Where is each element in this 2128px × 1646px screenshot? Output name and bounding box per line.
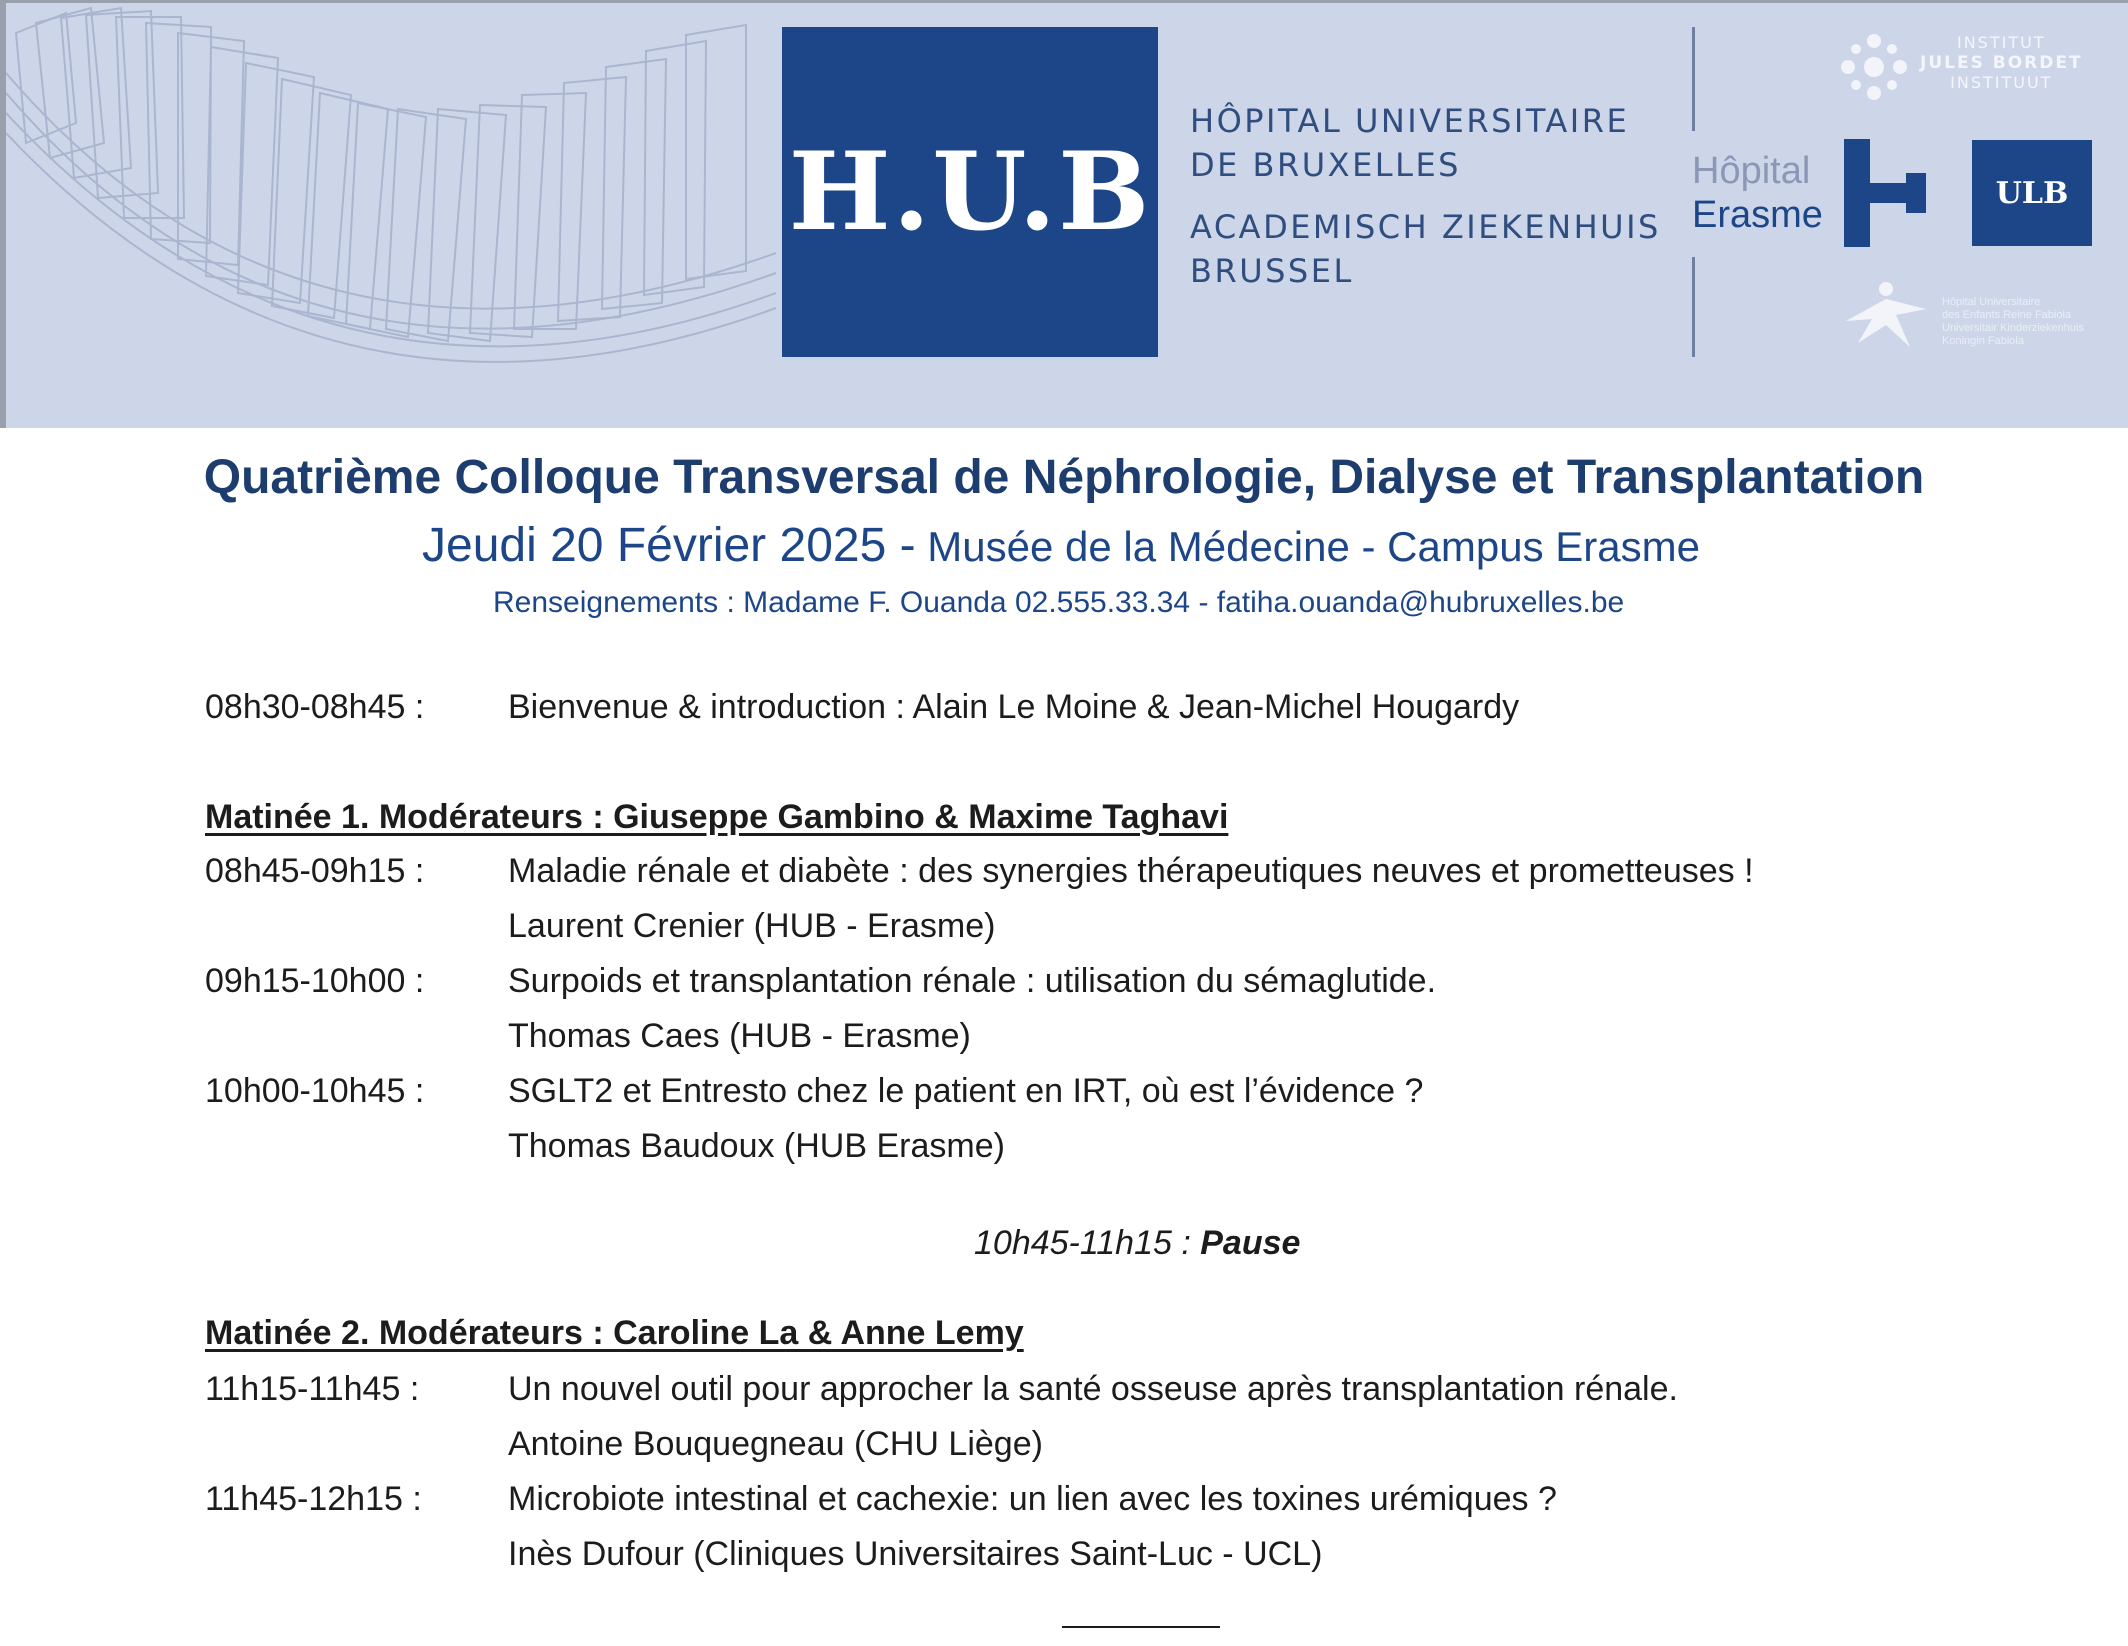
bordet-emblem-icon (1834, 27, 1914, 107)
erasme-emblem-icon (1844, 139, 1928, 247)
children-hospital-icon (1836, 281, 1932, 351)
event-date: Jeudi 20 Février 2025 - (422, 519, 916, 572)
erasme-line-1: Hôpital (1692, 150, 1811, 192)
pause-label: Pause (1200, 1224, 1301, 1262)
children-line-1: Hôpital Universitaire (1942, 296, 2041, 308)
talk-speaker: Thomas Baudoux (HUB Erasme) (508, 1127, 1005, 1165)
event-title: Quatrième Colloque Transversal de Néphrologie, Dialyse et Transplantation (203, 451, 1925, 504)
hospital-name (1190, 99, 1661, 293)
bordet-line-3: INSTITUUT (1950, 73, 2053, 92)
pause-line (974, 1224, 1300, 1263)
talk-time: 08h45-09h15 : (205, 852, 425, 890)
wave-graphic (6, 3, 786, 428)
children-hospital-text (1942, 296, 2084, 348)
talk-speaker: Antoine Bouquegneau (CHU Liège) (508, 1425, 1043, 1463)
event-venue: Musée de la Médecine - Campus Erasme (915, 523, 1700, 570)
ulb-logo-text: ULB (1995, 175, 2069, 211)
talk-title: SGLT2 et Entresto chez le patient en IRT, où est l’évidence ? (508, 1072, 1424, 1110)
erasme-logo-text (1692, 149, 1823, 237)
bordet-line-1: INSTITUT (1956, 33, 2046, 52)
talk-title: Surpoids et transplantation rénale : utilisation du sémaglutide. (508, 962, 1437, 1000)
session-1-heading: Matinée 1. Modérateurs : Giuseppe Gambino & Maxime Taghavi (205, 798, 1229, 836)
event-date-venue (422, 518, 1700, 573)
intro-time: 08h30-08h45 : (205, 688, 425, 726)
talk-time: 09h15-10h00 : (205, 962, 425, 1000)
bordet-logo-text (1920, 33, 2083, 93)
divider-line (1692, 27, 1695, 131)
ulb-logo (1972, 140, 2092, 246)
section-separator (1062, 1626, 1220, 1628)
children-line-4: Koningin Fabiola (1942, 335, 2024, 347)
children-line-3: Universitair Kinderziekenhuis (1942, 322, 2084, 334)
bordet-line-2: JULES BORDET (1920, 53, 2083, 73)
hub-logo (782, 27, 1158, 357)
hospital-line-1: HÔPITAL UNIVERSITAIRE (1190, 102, 1630, 140)
hospital-line-2: DE BRUXELLES (1190, 146, 1461, 184)
talk-time: 11h45-12h15 : (205, 1480, 422, 1518)
talk-title: Un nouvel outil pour approcher la santé osseuse après transplantation rénale. (508, 1370, 1678, 1408)
talk-time: 11h15-11h45 : (205, 1370, 420, 1408)
session-2-heading: Matinée 2. Modérateurs : Caroline La & Anne Lemy (205, 1314, 1024, 1352)
talk-speaker: Laurent Crenier (HUB - Erasme) (508, 907, 996, 945)
divider-line (1692, 257, 1695, 357)
erasme-line-2: Erasme (1692, 194, 1823, 236)
talk-speaker: Inès Dufour (Cliniques Universitaires Saint-Luc - UCL) (508, 1535, 1323, 1573)
talk-title: Microbiote intestinal et cachexie: un lien avec les toxines urémiques ? (508, 1480, 1557, 1518)
contact-info: Renseignements : Madame F. Ouanda 02.555.33.34 - fatiha.ouanda@hubruxelles.be (493, 586, 1625, 619)
intro-text: Bienvenue & introduction : Alain Le Moine & Jean-Michel Hougardy (508, 688, 1520, 726)
header-banner (0, 0, 2128, 428)
hub-logo-text: H.U.B (788, 129, 1152, 255)
talk-time: 10h00-10h45 : (205, 1072, 425, 1110)
talk-title: Maladie rénale et diabète : des synergies thérapeutiques neuves et prometteuses ! (508, 852, 1754, 890)
talk-speaker: Thomas Caes (HUB - Erasme) (508, 1017, 971, 1055)
pause-time: 10h45-11h15 : (974, 1224, 1201, 1262)
hospital-line-3: ACADEMISCH ZIEKENHUIS (1190, 208, 1661, 246)
hospital-line-4: BRUSSEL (1190, 252, 1354, 290)
children-line-2: des Enfants Reine Fabiola (1942, 309, 2072, 321)
